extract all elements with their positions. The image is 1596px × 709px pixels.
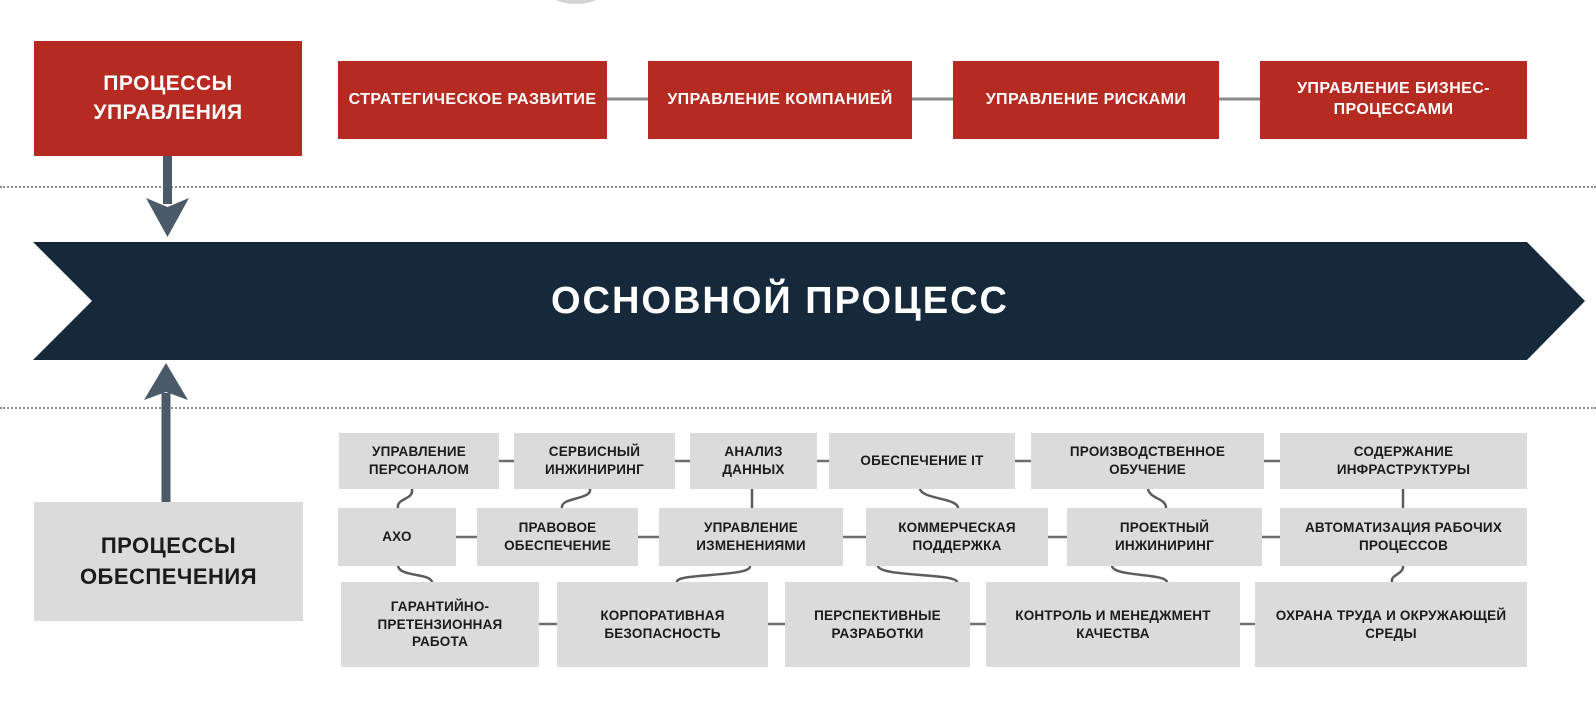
support-node-label: СЕРВИСНЫЙ ИНЖИНИРИНГ: [545, 444, 644, 477]
support-node-label: ПРАВОВОЕ ОБЕСПЕЧЕНИЕ: [504, 520, 611, 553]
management-node-label: СТРАТЕГИЧЕСКОЕ РАЗВИТИЕ: [348, 90, 597, 108]
main-process-label: ОСНОВНОЙ ПРОЦЕСС: [550, 279, 1009, 322]
support-side-label: ПРОЦЕССЫ ОБЕСПЕЧЕНИЯ: [79, 532, 258, 589]
management-node-risk-management: [953, 61, 1219, 139]
support-node-label: АНАЛИЗ ДАННЫХ: [722, 444, 785, 477]
support-node-it-support: [829, 433, 1015, 489]
support-node-labor-environment-protection: [1255, 582, 1527, 667]
support-node-legal-support: [477, 508, 638, 566]
support-node-label: КОММЕРЧЕСКАЯ ПОДДЕРЖКА: [898, 520, 1016, 553]
management-side-label-box: [34, 41, 302, 156]
support-node-label: КОРПОРАТИВНАЯ БЕЗОПАСНОСТЬ: [600, 607, 725, 641]
support-side-label-box: [34, 502, 303, 621]
support-node-label: УПРАВЛЕНИЕ ИЗМЕНЕНИЯМИ: [696, 520, 806, 553]
support-node-label: ПЕРСПЕКТИВНЫЕ РАЗРАБОТКИ: [814, 607, 941, 641]
support-node-label: ОБЕСПЕЧЕНИЕ IT: [860, 453, 984, 469]
management-node-label: УПРАВЛЕНИЕ РИСКАМИ: [985, 90, 1187, 108]
support-node-service-engineering: [514, 433, 675, 489]
support-node-infrastructure-maintenance: [1280, 433, 1527, 489]
support-node-industrial-training: [1031, 433, 1264, 489]
up-arrow: [144, 363, 188, 502]
support-node-label: ОХРАНА ТРУДА И ОКРУЖАЮЩЕЙ СРЕДЫ: [1275, 607, 1507, 641]
management-node-business-process-management: [1260, 61, 1527, 139]
management-node-label: УПРАВЛЕНИЕ КОМПАНИЕЙ: [667, 90, 893, 108]
support-node-aho: [338, 508, 456, 566]
management-node-strategic-development: [338, 61, 607, 139]
support-node-change-management: [659, 508, 843, 566]
top-decor-shape: [546, 0, 606, 4]
support-node-label: УПРАВЛЕНИЕ ПЕРСОНАЛОМ: [368, 444, 470, 477]
support-node-data-analysis: [690, 433, 817, 489]
support-node-label: АХО: [382, 529, 412, 545]
support-node-label: АВТОМАТИЗАЦИЯ РАБОЧИХ ПРОЦЕССОВ: [1304, 520, 1503, 553]
support-node-workflow-automation: [1280, 508, 1527, 566]
management-node-label: УПРАВЛЕНИЕ БИЗНЕС-ПРОЦЕССАМИ: [1297, 80, 1490, 118]
support-node-corporate-security: [557, 582, 768, 667]
support-node-warranty-claims-work: [341, 582, 539, 667]
support-node-label: ГАРАНТИЙНО-ПРЕТЕНЗИОННАЯ РАБОТА: [377, 599, 503, 650]
support-node-label: КОНТРОЛЬ И МЕНЕДЖМЕНТ КАЧЕСТВА: [1015, 607, 1211, 641]
management-node-company-management: [648, 61, 912, 139]
management-side-label: ПРОЦЕССЫ УПРАВЛЕНИЯ: [93, 72, 243, 124]
down-arrow: [146, 156, 189, 237]
support-node-quality-control-management: [986, 582, 1240, 667]
support-node-label: ПРОЕКТНЫЙ ИНЖИНИРИНГ: [1115, 520, 1214, 553]
support-node-prospective-developments: [785, 582, 970, 667]
support-node-hr-management: [339, 433, 499, 489]
support-node-label: ПРОИЗВОДСТВЕННОЕ ОБУЧЕНИЕ: [1069, 444, 1226, 477]
support-node-label: СОДЕРЖАНИЕ ИНФРАСТРУКТУРЫ: [1336, 444, 1471, 477]
support-node-project-engineering: [1067, 508, 1262, 566]
support-node-commercial-support: [866, 508, 1048, 566]
